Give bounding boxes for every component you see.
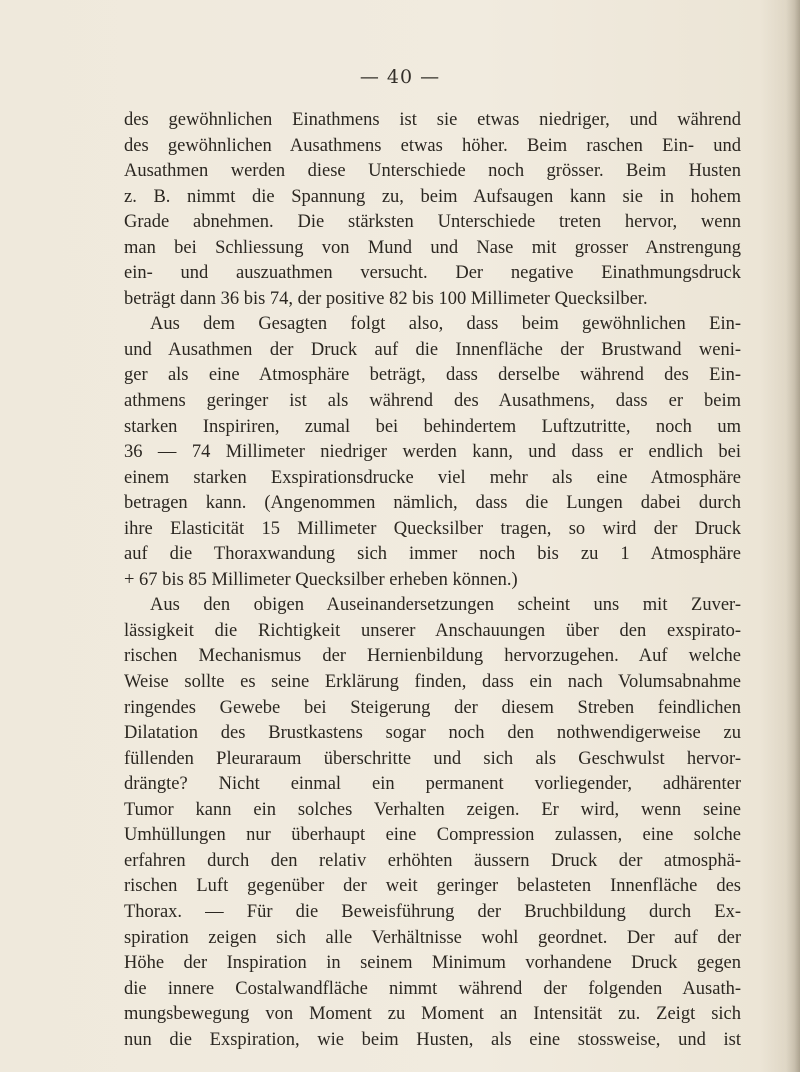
text-line: Tumor kann ein solches Verhalten zeigen. Er wird, wenn seine: [124, 799, 741, 820]
text-line: man bei Schliessung von Mund und Nase mit grosser Anstrengung: [124, 237, 741, 258]
text-line: rischen Luft gegenüber der weit geringer belasteten Innenfläche des: [124, 876, 741, 897]
text-line: des gewöhnlichen Einathmens ist sie etwas niedriger, und während: [124, 110, 741, 130]
text-line: rischen Mechanismus der Hernienbildung hervorzugehen. Auf welche: [124, 646, 741, 667]
text-line: erfahren durch den relativ erhöhten äussern Druck der atmosphä-: [124, 850, 741, 871]
text-line: Aus dem Gesagten folgt also, dass beim gewöhnlichen Ein-: [150, 314, 741, 335]
text-line: Thorax. — Für die Beweisführung der Bruchbildung durch Ex-: [124, 901, 741, 922]
text-line: Weise sollte es seine Erklärung finden, dass ein nach Volumsabnahme: [124, 672, 741, 693]
text-line: lässigkeit die Richtigkeit unserer Anschauungen über den exspirato-: [124, 620, 741, 641]
text-line: Höhe der Inspiration in seinem Minimum vorhandene Druck gegen: [124, 953, 741, 974]
text-line: athmens geringer ist als während des Ausathmens, dass er beim: [124, 391, 741, 412]
text-line: Grade abnehmen. Die stärksten Unterschiede treten hervor, wenn: [124, 212, 741, 233]
page-number-header: — 40 —: [359, 66, 441, 88]
text-line: Umhüllungen nur überhaupt eine Compression zulassen, eine solche: [124, 825, 741, 846]
text-line: ringendes Gewebe bei Steigerung der diesem Streben feindlichen: [124, 697, 741, 718]
text-line: einem starken Exspirationsdrucke viel mehr als eine Atmosphäre: [124, 467, 741, 488]
text-line: mungsbewegung von Moment zu Moment an Intensität zu. Zeigt sich: [124, 1004, 741, 1025]
text-line: Dilatation des Brustkastens sogar noch den nothwendigerweise zu: [124, 723, 741, 744]
page-edge-shadow: [786, 0, 800, 1072]
text-line: ein- und auszuathmen versucht. Der negative Einathmungsdruck: [124, 263, 741, 284]
text-line: und Ausathmen der Druck auf die Innenfläche der Brustwand weni-: [124, 339, 741, 360]
text-line: des gewöhnlichen Ausathmens etwas höher. Beim raschen Ein- und: [124, 135, 741, 156]
text-line: ihre Elasticität 15 Millimeter Quecksilber tragen, so wird der Druck: [124, 518, 741, 539]
text-line: Ausathmen werden diese Unterschiede noch grösser. Beim Husten: [124, 161, 741, 182]
text-line: Aus den obigen Auseinandersetzungen scheint uns mit Zuver-: [150, 595, 741, 616]
text-line: 36 — 74 Millimeter niedriger werden kann, und dass er endlich bei: [124, 442, 741, 463]
text-line: z. B. nimmt die Spannung zu, beim Aufsaugen kann sie in hohem: [124, 186, 741, 207]
text-line: ger als eine Atmosphäre beträgt, dass derselbe während des Ein-: [124, 365, 741, 386]
text-line: drängte? Nicht einmal ein permanent vorliegender, adhärenter: [124, 774, 741, 795]
text-line: füllenden Pleuraraum überschritte und sich als Geschwulst hervor-: [124, 748, 741, 769]
text-line: betragen kann. (Angenommen nämlich, dass die Lungen dabei durch: [124, 493, 741, 514]
body-text: [124, 108, 741, 1053]
text-line: nun die Exspiration, wie beim Husten, als eine stossweise, und ist: [124, 1029, 741, 1050]
text-line: + 67 bis 85 Millimeter Quecksilber erheben können.): [124, 569, 518, 590]
text-line: die innere Costalwandfläche nimmt während der folgenden Ausath-: [124, 978, 741, 999]
text-line: spiration zeigen sich alle Verhältnisse wohl geordnet. Der auf der: [124, 927, 741, 948]
text-line: starken Inspiriren, zumal bei behindertem Luftzutritte, noch um: [124, 416, 741, 437]
text-line: beträgt dann 36 bis 74, der positive 82 bis 100 Millimeter Quecksilber.: [124, 288, 648, 309]
text-line: auf die Thoraxwandung sich immer noch bis zu 1 Atmosphäre: [124, 544, 741, 565]
